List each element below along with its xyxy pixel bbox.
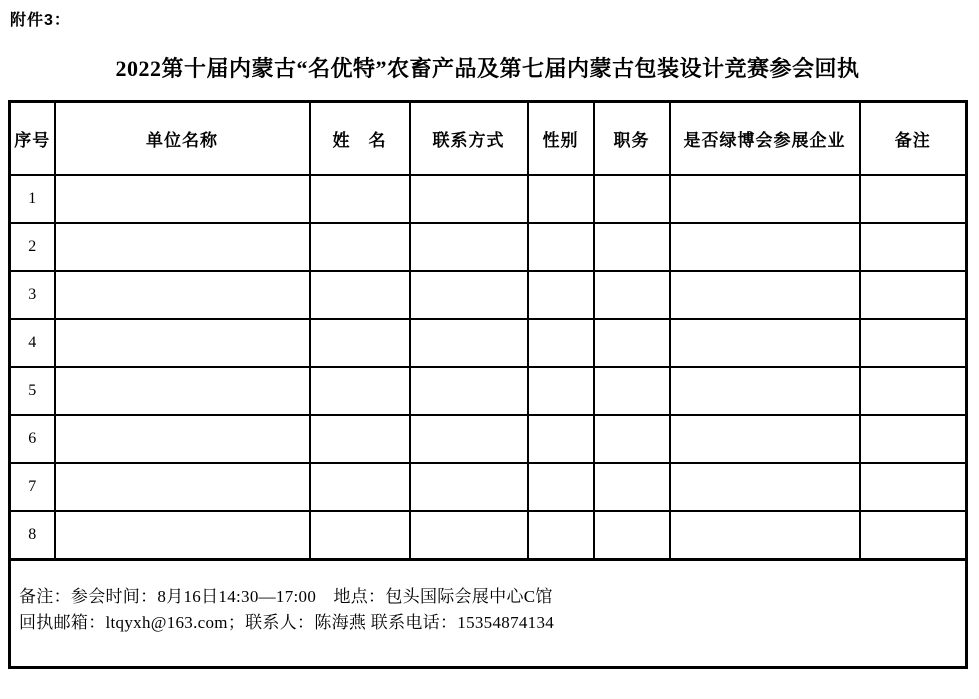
table-cell-empty [410,415,528,463]
table-cell-empty [528,511,594,560]
table-cell-empty [410,463,528,511]
table-cell-empty [670,367,860,415]
table-cell-empty [860,175,967,223]
table-cell-empty [410,367,528,415]
table-cell-empty [670,511,860,560]
table-cell-empty [410,175,528,223]
table-row [10,271,967,319]
table-cell-empty [410,511,528,560]
table-cell-empty [310,223,410,271]
table-footer-row [10,560,967,668]
table-cell-empty [860,415,967,463]
column-header-contact: 联系方式 [410,102,528,176]
row-number: 1 [10,175,55,223]
table-cell-empty [594,463,670,511]
table-cell-empty [410,223,528,271]
attachment-label: 附件3： [10,12,71,29]
column-header-unit-name: 单位名称 [55,102,310,176]
table-cell-empty [55,415,310,463]
table-row [10,367,967,415]
table-cell-empty [594,319,670,367]
table-header-row [10,102,967,176]
footer-meeting-info: 备注：参会时间：8月16日14:30—17:00 地点：包头国际会展中心C馆 [19,586,553,606]
table-cell-empty [528,319,594,367]
table-row [10,463,967,511]
table-cell-empty [55,223,310,271]
table-cell-empty [310,367,410,415]
table-cell-empty [528,463,594,511]
table-cell-empty [594,367,670,415]
table-cell-empty [670,223,860,271]
table-cell-empty [528,175,594,223]
footer-contact-info: 回执邮箱：ltqyxh@163.com；联系人：陈海燕 联系电话：15354874134 [19,612,555,632]
footer-remarks-cell [10,560,967,668]
table-row [10,415,967,463]
table-cell-empty [594,223,670,271]
table-cell-empty [55,463,310,511]
table-cell-empty [55,271,310,319]
table-cell-empty [410,271,528,319]
table-row [10,319,967,367]
row-number: 2 [10,223,55,271]
table-cell-empty [310,175,410,223]
table-cell-empty [594,175,670,223]
column-header-name: 姓 名 [310,102,410,176]
table-cell-empty [670,463,860,511]
table-cell-empty [860,319,967,367]
table-cell-empty [594,271,670,319]
table-cell-empty [55,175,310,223]
row-number: 8 [10,511,55,560]
table-cell-empty [55,511,310,560]
receipt-table [8,100,968,669]
table-cell-empty [860,367,967,415]
table-cell-empty [670,319,860,367]
column-header-position: 职务 [594,102,670,176]
table-cell-empty [55,367,310,415]
column-header-seq: 序号 [10,102,55,176]
table-cell-empty [860,223,967,271]
row-number: 5 [10,367,55,415]
column-header-expo-exhibitor: 是否绿博会参展企业 [670,102,860,176]
table-cell-empty [310,319,410,367]
column-header-remarks: 备注 [860,102,967,176]
column-header-gender: 性别 [528,102,594,176]
table-cell-empty [594,415,670,463]
row-number: 3 [10,271,55,319]
row-number: 4 [10,319,55,367]
table-row [10,175,967,223]
table-cell-empty [528,367,594,415]
table-cell-empty [594,511,670,560]
table-cell-empty [410,319,528,367]
table-cell-empty [528,223,594,271]
table-cell-empty [310,463,410,511]
table-cell-empty [310,511,410,560]
table-cell-empty [528,271,594,319]
table-row [10,511,967,560]
table-cell-empty [310,415,410,463]
table-cell-empty [670,415,860,463]
row-number: 6 [10,415,55,463]
table-cell-empty [528,415,594,463]
table-cell-empty [860,511,967,560]
table-cell-empty [860,463,967,511]
table-cell-empty [860,271,967,319]
table-cell-empty [670,271,860,319]
table-cell-empty [310,271,410,319]
row-number: 7 [10,463,55,511]
table-cell-empty [55,319,310,367]
page-title: 2022第十届内蒙古“名优特”农畜产品及第七届内蒙古包装设计竞赛参会回执 [115,56,860,81]
table-row [10,223,967,271]
table-cell-empty [670,175,860,223]
